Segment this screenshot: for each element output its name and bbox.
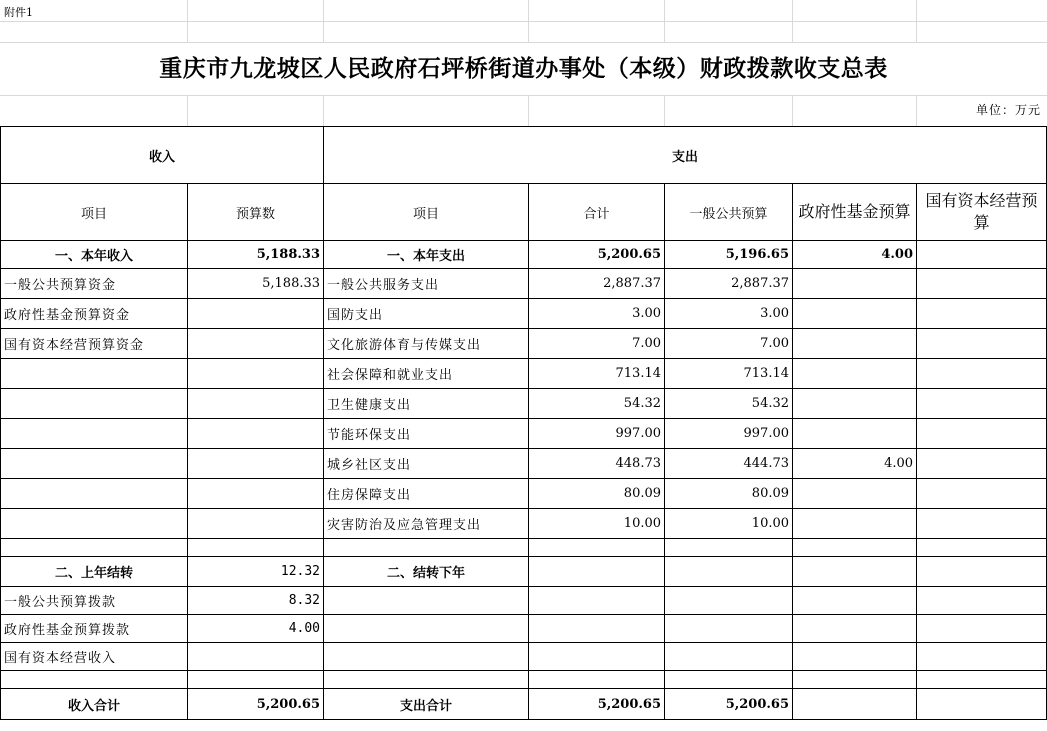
expense-section-total: 5,200.65 xyxy=(529,241,665,269)
expense-general: 713.14 xyxy=(665,359,793,389)
header-row-columns xyxy=(1,184,1047,241)
income-item xyxy=(1,449,188,479)
page-title: 重庆市九龙坡区人民政府石坪桥街道办事处（本级）财政拨款收支总表 xyxy=(0,43,1047,95)
expense-section-label: 一、本年支出 xyxy=(324,241,529,269)
carryover-item: 政府性基金预算拨款 xyxy=(1,615,188,643)
income-value xyxy=(188,419,324,449)
carryover-item: 一般公共预算拨款 xyxy=(1,587,188,615)
empty-cell xyxy=(529,615,665,643)
empty-cell xyxy=(665,615,793,643)
expense-gov-fund: 4.00 xyxy=(793,449,917,479)
income-value xyxy=(188,449,324,479)
empty-cell xyxy=(917,643,1047,671)
expense-total: 7.00 xyxy=(529,329,665,359)
expense-general: 3.00 xyxy=(665,299,793,329)
expense-state-capital xyxy=(917,299,1047,329)
expense-item: 节能环保支出 xyxy=(324,419,529,449)
expense-total-value: 5,200.65 xyxy=(529,689,665,720)
carryover-row xyxy=(1,615,1047,643)
carryforward-label: 二、结转下年 xyxy=(324,557,529,587)
expense-gov-fund xyxy=(793,389,917,419)
header-row-group xyxy=(1,127,1047,184)
income-value xyxy=(188,359,324,389)
expense-item: 卫生健康支出 xyxy=(324,389,529,419)
empty-cell xyxy=(324,643,529,671)
blank-row xyxy=(1,671,1047,689)
header-total: 合计 xyxy=(529,184,665,241)
expense-gov-fund xyxy=(793,269,917,299)
empty-cell xyxy=(793,643,917,671)
expense-state-capital xyxy=(917,359,1047,389)
expense-gov-fund xyxy=(793,329,917,359)
table-row xyxy=(1,419,1047,449)
income-value xyxy=(188,509,324,539)
empty-cell xyxy=(793,615,917,643)
totals-row xyxy=(1,689,1047,720)
expense-state-capital xyxy=(917,389,1047,419)
empty-cell xyxy=(665,643,793,671)
expense-general: 7.00 xyxy=(665,329,793,359)
empty-cell xyxy=(665,587,793,615)
expense-total-label: 支出合计 xyxy=(324,689,529,720)
expense-total: 3.00 xyxy=(529,299,665,329)
expense-item: 城乡社区支出 xyxy=(324,449,529,479)
empty-cell xyxy=(529,587,665,615)
income-item: 国有资本经营预算资金 xyxy=(1,329,188,359)
expense-state-capital xyxy=(917,419,1047,449)
expense-item: 一般公共服务支出 xyxy=(324,269,529,299)
expense-item: 文化旅游体育与传媒支出 xyxy=(324,329,529,359)
section1-row xyxy=(1,241,1047,269)
carryover-label: 二、上年结转 xyxy=(1,557,188,587)
expense-general: 997.00 xyxy=(665,419,793,449)
empty-cell xyxy=(793,587,917,615)
header-item: 项目 xyxy=(1,184,188,241)
empty-cell xyxy=(917,587,1047,615)
expense-total: 80.09 xyxy=(529,479,665,509)
attachment-label: 附件1 xyxy=(4,6,33,19)
expense-total: 10.00 xyxy=(529,509,665,539)
expense-state-capital xyxy=(917,269,1047,299)
header-budget: 预算数 xyxy=(188,184,324,241)
section2-row xyxy=(1,557,1047,587)
income-item xyxy=(1,359,188,389)
expense-total-general: 5,200.65 xyxy=(665,689,793,720)
expense-state-capital xyxy=(917,449,1047,479)
expense-section-state-capital xyxy=(917,241,1047,269)
header-item2: 项目 xyxy=(324,184,529,241)
carryover-item-value: 8.32 xyxy=(188,587,324,615)
expense-gov-fund xyxy=(793,509,917,539)
income-item xyxy=(1,509,188,539)
header-state-capital: 国有资本经营预算 xyxy=(917,184,1047,241)
expense-total: 54.32 xyxy=(529,389,665,419)
table-row xyxy=(1,509,1047,539)
table-row xyxy=(1,479,1047,509)
budget-summary-table xyxy=(0,126,1047,720)
expense-total: 713.14 xyxy=(529,359,665,389)
income-total-value: 5,200.65 xyxy=(188,689,324,720)
table-row xyxy=(1,389,1047,419)
expense-total: 448.73 xyxy=(529,449,665,479)
header-general: 一般公共预算 xyxy=(665,184,793,241)
income-section-value: 5,188.33 xyxy=(188,241,324,269)
expense-general: 10.00 xyxy=(665,509,793,539)
table-row xyxy=(1,449,1047,479)
expense-state-capital xyxy=(917,479,1047,509)
header-expense: 支出 xyxy=(324,127,1047,184)
income-value xyxy=(188,479,324,509)
expense-gov-fund xyxy=(793,419,917,449)
income-item xyxy=(1,389,188,419)
income-item: 政府性基金预算资金 xyxy=(1,299,188,329)
expense-gov-fund xyxy=(793,359,917,389)
expense-state-capital xyxy=(917,509,1047,539)
income-value xyxy=(188,299,324,329)
header-gov-fund: 政府性基金预算 xyxy=(793,184,917,241)
income-item xyxy=(1,419,188,449)
unit-label: 单位：万元 xyxy=(975,103,1041,117)
expense-gov-fund xyxy=(793,299,917,329)
header-income: 收入 xyxy=(1,127,324,184)
expense-state-capital xyxy=(917,329,1047,359)
expense-section-general: 5,196.65 xyxy=(665,241,793,269)
expense-total: 2,887.37 xyxy=(529,269,665,299)
income-total-label: 收入合计 xyxy=(1,689,188,720)
empty-cell xyxy=(324,615,529,643)
expense-gov-fund xyxy=(793,479,917,509)
expense-general: 80.09 xyxy=(665,479,793,509)
carryover-row xyxy=(1,643,1047,671)
table-row xyxy=(1,299,1047,329)
carryover-value: 12.32 xyxy=(188,557,324,587)
income-value xyxy=(188,389,324,419)
income-item: 一般公共预算资金 xyxy=(1,269,188,299)
expense-total: 997.00 xyxy=(529,419,665,449)
carryover-item: 国有资本经营收入 xyxy=(1,643,188,671)
carryover-item-value: 4.00 xyxy=(188,615,324,643)
income-value: 5,188.33 xyxy=(188,269,324,299)
table-row xyxy=(1,359,1047,389)
empty-cell xyxy=(529,643,665,671)
income-section-label: 一、本年收入 xyxy=(1,241,188,269)
expense-item: 住房保障支出 xyxy=(324,479,529,509)
empty-cell xyxy=(917,615,1047,643)
blank-row xyxy=(1,539,1047,557)
expense-section-gov-fund: 4.00 xyxy=(793,241,917,269)
carryover-row xyxy=(1,587,1047,615)
income-value xyxy=(188,329,324,359)
expense-item: 国防支出 xyxy=(324,299,529,329)
expense-general: 444.73 xyxy=(665,449,793,479)
income-item xyxy=(1,479,188,509)
empty-cell xyxy=(324,587,529,615)
expense-item: 灾害防治及应急管理支出 xyxy=(324,509,529,539)
carryover-item-value xyxy=(188,643,324,671)
expense-item: 社会保障和就业支出 xyxy=(324,359,529,389)
table-row xyxy=(1,269,1047,299)
table-row xyxy=(1,329,1047,359)
expense-general: 2,887.37 xyxy=(665,269,793,299)
expense-general: 54.32 xyxy=(665,389,793,419)
